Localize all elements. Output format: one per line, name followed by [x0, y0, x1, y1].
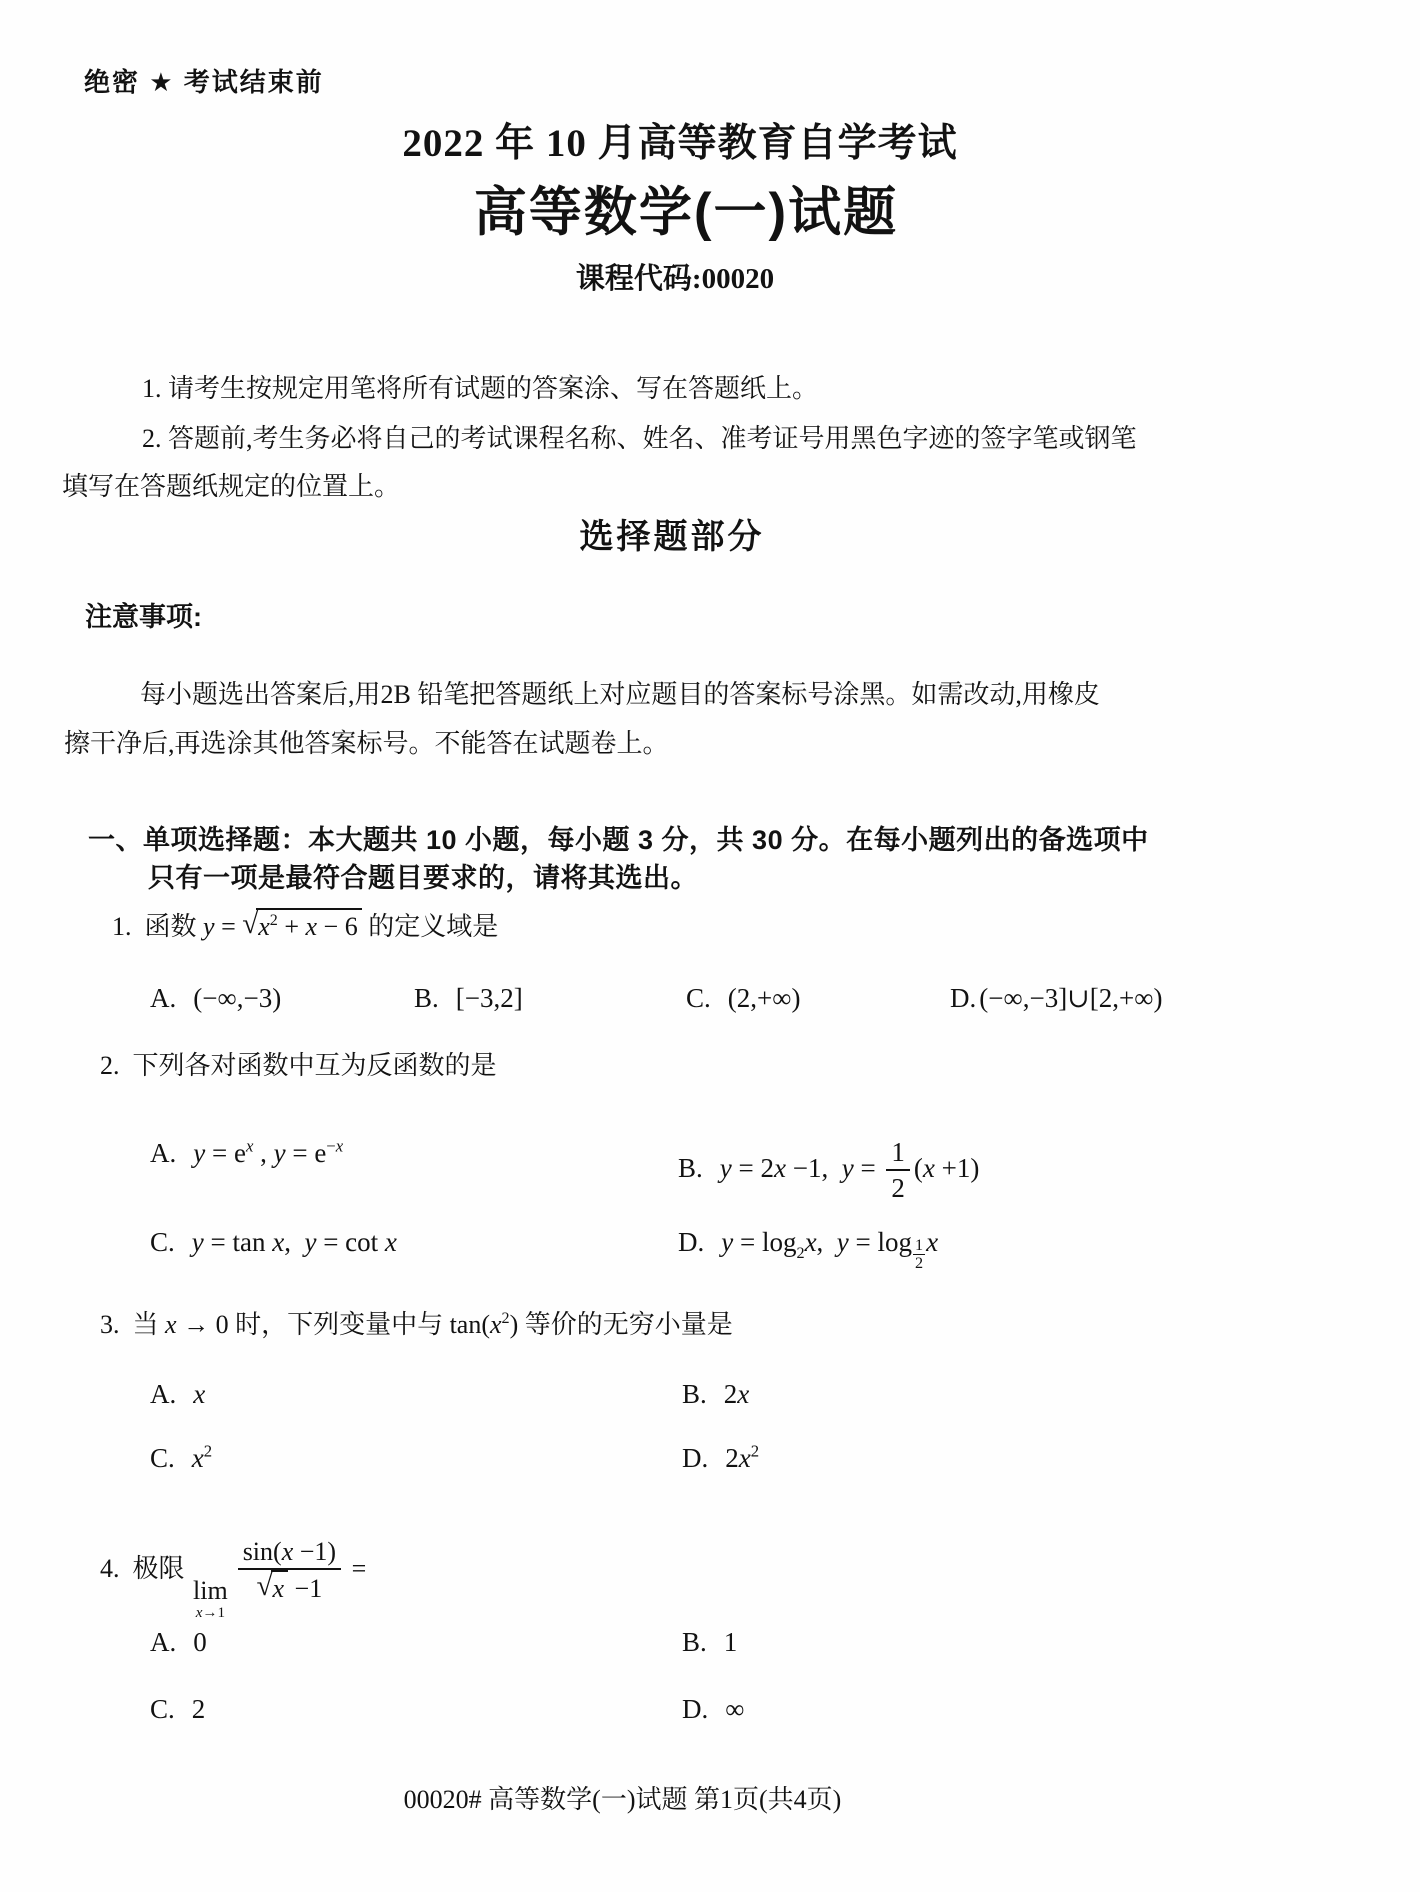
math-text: ( [913, 1152, 923, 1183]
option-label: C. [150, 1694, 175, 1724]
subscript [796, 1244, 804, 1262]
fraction [913, 1237, 925, 1272]
option-content [721, 1227, 939, 1272]
question-2-option-b [678, 1137, 979, 1204]
math-variable: x [922, 1152, 935, 1183]
math-text: ∞ [725, 1694, 745, 1724]
math-variable: y [836, 1227, 849, 1257]
math-text: = e [205, 1138, 246, 1169]
question-4-option-c [150, 1694, 205, 1725]
math-text: = [214, 912, 243, 941]
math-text: 1 [723, 1627, 738, 1657]
math-variable: y [841, 1152, 854, 1183]
fraction [238, 1537, 341, 1605]
math-text: 2 [191, 1694, 206, 1724]
question-1-option-d [950, 983, 1163, 1014]
denominator [913, 1255, 925, 1272]
math-text: , [816, 1227, 837, 1257]
math-text: 3. 当 [100, 1310, 166, 1339]
math-text: 2 [723, 1379, 738, 1409]
math-variable: x [305, 912, 318, 941]
question-3-option-a [150, 1379, 205, 1410]
instruction-2-line1: 2. 答题前,考生务必将自己的考试课程名称、姓名、准考证号用黑色字迹的签字笔或钢笔 [142, 424, 1137, 453]
math-variable: x [773, 1152, 786, 1183]
math-text: = log [733, 1227, 797, 1257]
option-label: B. [678, 1152, 703, 1183]
math-variable: y [719, 1152, 732, 1183]
option-content [193, 1138, 343, 1168]
limit-operator [193, 1577, 228, 1622]
math-variable: x [281, 1537, 294, 1566]
page-footer: 00020# 高等数学(一)试题 第1页(共4页) [403, 1785, 842, 1814]
option-content [192, 1227, 397, 1257]
option-label: A. [150, 1627, 177, 1657]
math-variable: x [193, 1379, 206, 1409]
exam-session-title: 2022 年 10 月高等教育自学考试 [402, 122, 958, 165]
square-root [242, 908, 361, 941]
instruction-1: 1. 请考生按规定用笔将所有试题的答案涂、写在答题纸上。 [142, 374, 819, 403]
subscript [912, 1235, 926, 1272]
math-text: → 0 时，下列变量中与 tan( [176, 1310, 490, 1339]
math-text: sin( [242, 1537, 282, 1566]
option-content [192, 1694, 206, 1724]
option-label: A. [150, 1138, 177, 1169]
math-text: [−3,2] [455, 983, 523, 1013]
numerator [238, 1537, 341, 1570]
question-4-stem [100, 1537, 366, 1622]
math-text: = log [848, 1227, 913, 1257]
math-text: ) 等价的无穷小量是 [509, 1310, 733, 1339]
radicand [256, 908, 362, 941]
question-4-option-b [682, 1627, 737, 1658]
math-variable: x [272, 1573, 285, 1603]
paper-title: 高等数学(一)试题 [473, 183, 899, 242]
math-text: (2,+∞) [727, 983, 801, 1013]
math-variable: x [335, 1137, 344, 1156]
math-text: 1 [915, 1235, 924, 1254]
math-text: 2 [750, 1442, 760, 1461]
math-variable: y [193, 1138, 206, 1169]
math-text: , [284, 1227, 305, 1257]
option-content [725, 1443, 759, 1473]
numerator [913, 1237, 925, 1255]
superscript [502, 1310, 510, 1327]
square-root [256, 1569, 289, 1603]
option-label: A. [150, 983, 177, 1013]
option-content [193, 1379, 205, 1409]
math-text: = cot [316, 1227, 385, 1257]
question-2-option-d [678, 1227, 938, 1272]
option-content [193, 983, 281, 1013]
option-content [192, 1443, 212, 1473]
option-content [979, 983, 1162, 1013]
math-variable: x [804, 1227, 817, 1257]
option-label: B. [414, 983, 439, 1013]
option-label: C. [686, 983, 711, 1013]
limit-word: lim [193, 1576, 228, 1606]
option-content [728, 983, 801, 1013]
math-text: 1. 函数 [112, 912, 204, 941]
math-text: 2 [269, 912, 278, 930]
math-variable: x [165, 1310, 177, 1339]
math-variable: y [273, 1138, 286, 1169]
option-content [193, 1627, 207, 1657]
notice-label: 注意事项: [85, 602, 202, 632]
math-variable: y [304, 1227, 317, 1257]
math-text: = 2 [731, 1152, 774, 1183]
math-variable: x [737, 1379, 750, 1409]
numerator [886, 1137, 910, 1171]
math-text: , [253, 1138, 274, 1169]
superscript [204, 1442, 212, 1461]
option-content [456, 983, 523, 1013]
math-text: 2 [203, 1442, 213, 1461]
option-label: B. [682, 1627, 707, 1657]
option-label: D. [678, 1227, 705, 1257]
math-text: 2 [725, 1443, 739, 1474]
math-text: 2 [501, 1310, 510, 1328]
fraction [886, 1137, 910, 1204]
math-text: 的定义域是 [361, 912, 499, 941]
math-variable: x [245, 1137, 254, 1156]
math-variable: x [272, 1227, 285, 1257]
math-variable: y [203, 912, 215, 941]
math-text: (−∞,−3]∪[2,+∞) [979, 983, 1163, 1013]
question-1-option-b [414, 983, 523, 1014]
superscript [270, 912, 278, 929]
option-label: C. [150, 1443, 175, 1474]
option-label: B. [682, 1379, 707, 1409]
math-variable: x [490, 1310, 502, 1339]
math-text: 4. 极限 [100, 1554, 192, 1584]
math-text: −1) [293, 1537, 337, 1566]
math-text: 1 [891, 1137, 905, 1167]
math-text: 0 [193, 1627, 207, 1657]
radical-sign-icon: √ [242, 908, 259, 940]
option-label: D. [682, 1443, 709, 1474]
superscript [326, 1137, 343, 1156]
radicand [271, 1570, 289, 1603]
option-label: D. [682, 1694, 709, 1724]
question-4-option-d [682, 1694, 745, 1725]
question-1-option-a [150, 983, 281, 1014]
option-label: A. [150, 1379, 177, 1409]
choice-section-title: 选择题部分 [579, 518, 765, 556]
math-variable: x [191, 1443, 204, 1474]
math-text: 2 [796, 1243, 805, 1262]
math-variable: x [384, 1227, 397, 1257]
question-2-stem [100, 1045, 497, 1082]
question-3-stem [100, 1304, 733, 1341]
math-variable: y [191, 1227, 204, 1257]
instruction-2-line2: 填写在答题纸规定的位置上。 [62, 472, 401, 501]
math-text: 2 [891, 1173, 905, 1204]
question-1-option-c [686, 983, 800, 1014]
math-text: 2. 下列各对函数中互为反函数的是 [100, 1051, 497, 1080]
question-4-option-a [150, 1627, 207, 1658]
math-text: −1, [785, 1152, 842, 1183]
question-3-option-c [150, 1442, 212, 1474]
option-content [719, 1137, 980, 1204]
math-variable: x [258, 912, 270, 941]
option-content [725, 1694, 744, 1724]
option-content [724, 1379, 749, 1409]
math-text: + [277, 912, 306, 941]
math-text: +1) [934, 1152, 980, 1183]
radical-sign-icon: √ [256, 1569, 273, 1602]
math-text: 2 [915, 1253, 924, 1272]
limit-subscript [196, 1605, 225, 1622]
math-variable: x [195, 1604, 203, 1621]
part1-heading-line1: 一、单项选择题：本大题共 10 小题，每小题 3 分，共 30 分。在每小题列出的备选项中 [88, 825, 1149, 855]
part1-heading-line2: 只有一项是最符合题目要求的，请将其选出。 [148, 863, 698, 893]
question-3-option-d [682, 1442, 759, 1474]
math-text: = tan [203, 1227, 273, 1257]
option-label: D. [950, 983, 977, 1013]
math-variable: x [926, 1227, 939, 1257]
math-text: = e [285, 1138, 327, 1169]
math-variable: y [721, 1227, 734, 1257]
math-text: →1 [202, 1604, 226, 1621]
question-2-option-a [150, 1137, 343, 1169]
math-text: = [853, 1152, 883, 1183]
math-text: − 6 [317, 912, 358, 941]
math-text: −1 [288, 1573, 323, 1603]
option-label: C. [150, 1227, 175, 1257]
notice-text-line2: 擦干净后,再选涂其他答案标号。不能答在试题卷上。 [64, 729, 669, 758]
notice-text-line1: 每小题选出答案后,用2B 铅笔把答题纸上对应题目的答案标号涂黑。如需改动,用橡皮 [140, 680, 1100, 709]
question-2-option-c [150, 1227, 397, 1258]
math-text: − [326, 1137, 336, 1156]
question-3-option-b [682, 1379, 749, 1410]
math-text: = [345, 1554, 367, 1584]
denominator [886, 1171, 910, 1204]
superscript [751, 1442, 759, 1461]
question-1-stem [112, 906, 498, 943]
math-text: (−∞,−3) [193, 983, 282, 1013]
option-content [724, 1627, 738, 1657]
security-classification: 绝密 ★ 考试结束前 [84, 67, 324, 97]
math-variable: x [738, 1443, 751, 1474]
denominator [238, 1570, 341, 1605]
course-code: 课程代码:00020 [575, 263, 775, 295]
